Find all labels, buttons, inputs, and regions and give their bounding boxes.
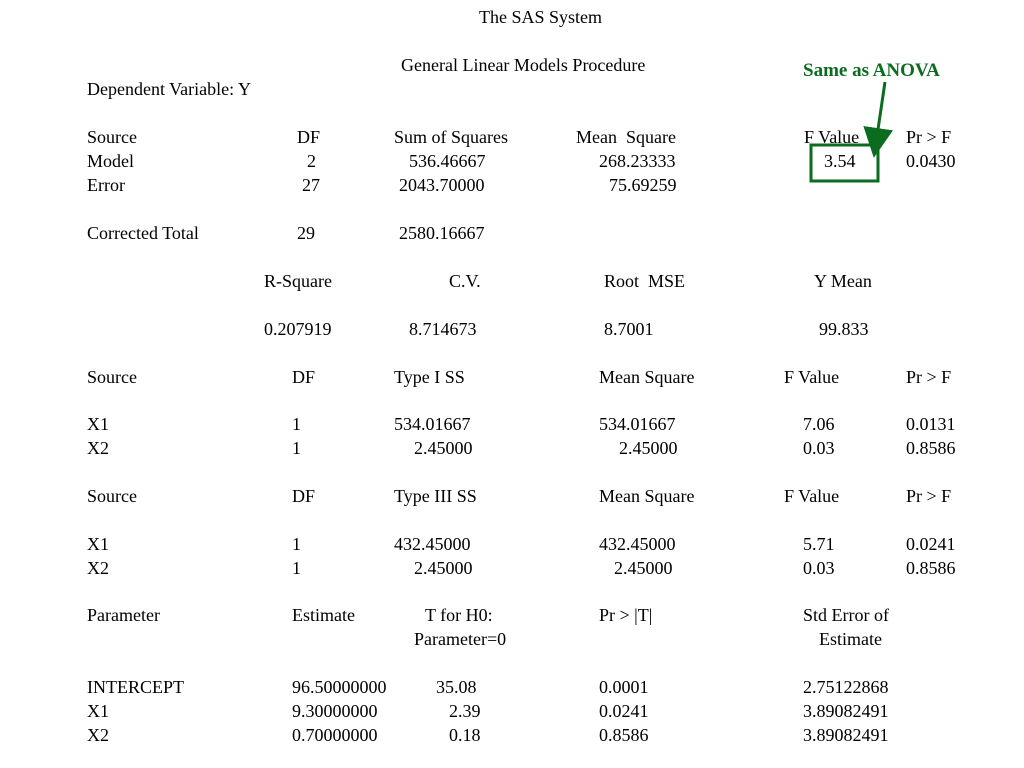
type1-header-ms: Mean Square bbox=[599, 367, 695, 387]
anova-total-df: 29 bbox=[297, 223, 315, 243]
params-intercept-estimate: 96.50000000 bbox=[292, 677, 387, 697]
type3-header-ms: Mean Square bbox=[599, 486, 695, 506]
anova-model-f: 3.54 bbox=[824, 151, 856, 171]
type1-x1-df: 1 bbox=[292, 414, 301, 434]
params-x1-p: 0.0241 bbox=[599, 701, 649, 721]
type3-x1-source: X1 bbox=[87, 534, 109, 554]
params-header-parameter: Parameter bbox=[87, 605, 160, 625]
params-x1-t: 2.39 bbox=[449, 701, 481, 721]
params-x2-name: X2 bbox=[87, 725, 109, 745]
annotation-label: Same as ANOVA bbox=[803, 60, 940, 81]
params-header-t1: T for H0: bbox=[425, 605, 493, 625]
params-x2-t: 0.18 bbox=[449, 725, 481, 745]
params-intercept-t: 35.08 bbox=[436, 677, 477, 697]
anova-header-ss: Sum of Squares bbox=[394, 127, 508, 147]
type3-x1-ss: 432.45000 bbox=[394, 534, 471, 554]
anova-model-df: 2 bbox=[307, 151, 316, 171]
anova-error-ss: 2043.70000 bbox=[399, 175, 485, 195]
params-header-estimate: Estimate bbox=[292, 605, 355, 625]
anova-model-source: Model bbox=[87, 151, 134, 171]
anova-error-source: Error bbox=[87, 175, 125, 195]
page-title: The SAS System bbox=[479, 7, 603, 27]
anova-header-source: Source bbox=[87, 127, 137, 147]
fit-header-cv: C.V. bbox=[449, 271, 481, 291]
anova-model-ms: 268.23333 bbox=[599, 151, 676, 171]
anova-model-p: 0.0430 bbox=[906, 151, 956, 171]
type3-x2-f: 0.03 bbox=[803, 558, 835, 578]
params-x1-name: X1 bbox=[87, 701, 109, 721]
params-x2-p: 0.8586 bbox=[599, 725, 649, 745]
type1-header-f: F Value bbox=[784, 367, 840, 387]
type3-x2-ss: 2.45000 bbox=[414, 558, 473, 578]
params-header-t2: Parameter=0 bbox=[414, 629, 507, 649]
type1-x2-ms: 2.45000 bbox=[619, 438, 678, 458]
params-intercept-name: INTERCEPT bbox=[87, 677, 184, 697]
params-x2-se: 3.89082491 bbox=[803, 725, 889, 745]
anova-header-ms: Mean Square bbox=[576, 127, 676, 147]
anova-header-p: Pr > F bbox=[906, 127, 952, 147]
annotation-arrow bbox=[876, 82, 885, 143]
params-x1-estimate: 9.30000000 bbox=[292, 701, 378, 721]
type1-x1-ms: 534.01667 bbox=[599, 414, 676, 434]
type1-x2-ss: 2.45000 bbox=[414, 438, 473, 458]
type1-x2-source: X2 bbox=[87, 438, 109, 458]
type1-x2-df: 1 bbox=[292, 438, 301, 458]
params-header-p: Pr > |T| bbox=[599, 605, 653, 625]
type1-x1-f: 7.06 bbox=[803, 414, 835, 434]
params-intercept-p: 0.0001 bbox=[599, 677, 649, 697]
type3-header-f: F Value bbox=[784, 486, 840, 506]
type1-x1-ss: 534.01667 bbox=[394, 414, 471, 434]
fit-value-cv: 8.714673 bbox=[409, 319, 477, 339]
type3-x1-ms: 432.45000 bbox=[599, 534, 676, 554]
anova-total-source: Corrected Total bbox=[87, 223, 199, 243]
fit-value-rsquare: 0.207919 bbox=[264, 319, 332, 339]
type1-x2-f: 0.03 bbox=[803, 438, 835, 458]
type3-x2-ms: 2.45000 bbox=[614, 558, 673, 578]
type3-header-source: Source bbox=[87, 486, 137, 506]
fit-header-ymean: Y Mean bbox=[814, 271, 872, 291]
anova-header-df: DF bbox=[297, 127, 321, 147]
fit-value-ymean: 99.833 bbox=[819, 319, 869, 339]
dependent-variable: Dependent Variable: Y bbox=[87, 79, 251, 99]
type1-header-ss: Type I SS bbox=[394, 367, 465, 387]
anova-header-f: F Value bbox=[804, 127, 860, 147]
type3-x1-f: 5.71 bbox=[803, 534, 835, 554]
type1-header-p: Pr > F bbox=[906, 367, 952, 387]
type1-x2-p: 0.8586 bbox=[906, 438, 956, 458]
params-x1-se: 3.89082491 bbox=[803, 701, 889, 721]
params-header-se1: Std Error of bbox=[803, 605, 889, 625]
type3-header-p: Pr > F bbox=[906, 486, 952, 506]
type3-x2-p: 0.8586 bbox=[906, 558, 956, 578]
params-x2-estimate: 0.70000000 bbox=[292, 725, 378, 745]
params-header-se2: Estimate bbox=[819, 629, 882, 649]
anova-error-df: 27 bbox=[302, 175, 320, 195]
anova-total-ss: 2580.16667 bbox=[399, 223, 485, 243]
type3-x1-p: 0.0241 bbox=[906, 534, 956, 554]
type1-x1-p: 0.0131 bbox=[906, 414, 956, 434]
type3-header-ss: Type III SS bbox=[394, 486, 477, 506]
anova-error-ms: 75.69259 bbox=[609, 175, 677, 195]
type3-header-df: DF bbox=[292, 486, 316, 506]
type3-x2-df: 1 bbox=[292, 558, 301, 578]
params-intercept-se: 2.75122868 bbox=[803, 677, 889, 697]
type1-header-source: Source bbox=[87, 367, 137, 387]
type3-x1-df: 1 bbox=[292, 534, 301, 554]
fit-value-rootmse: 8.7001 bbox=[604, 319, 654, 339]
fit-header-rootmse: Root MSE bbox=[604, 271, 686, 291]
fit-header-rsquare: R-Square bbox=[264, 271, 332, 291]
type1-header-df: DF bbox=[292, 367, 316, 387]
procedure-title: General Linear Models Procedure bbox=[401, 55, 646, 75]
anova-model-ss: 536.46667 bbox=[409, 151, 486, 171]
type1-x1-source: X1 bbox=[87, 414, 109, 434]
type3-x2-source: X2 bbox=[87, 558, 109, 578]
